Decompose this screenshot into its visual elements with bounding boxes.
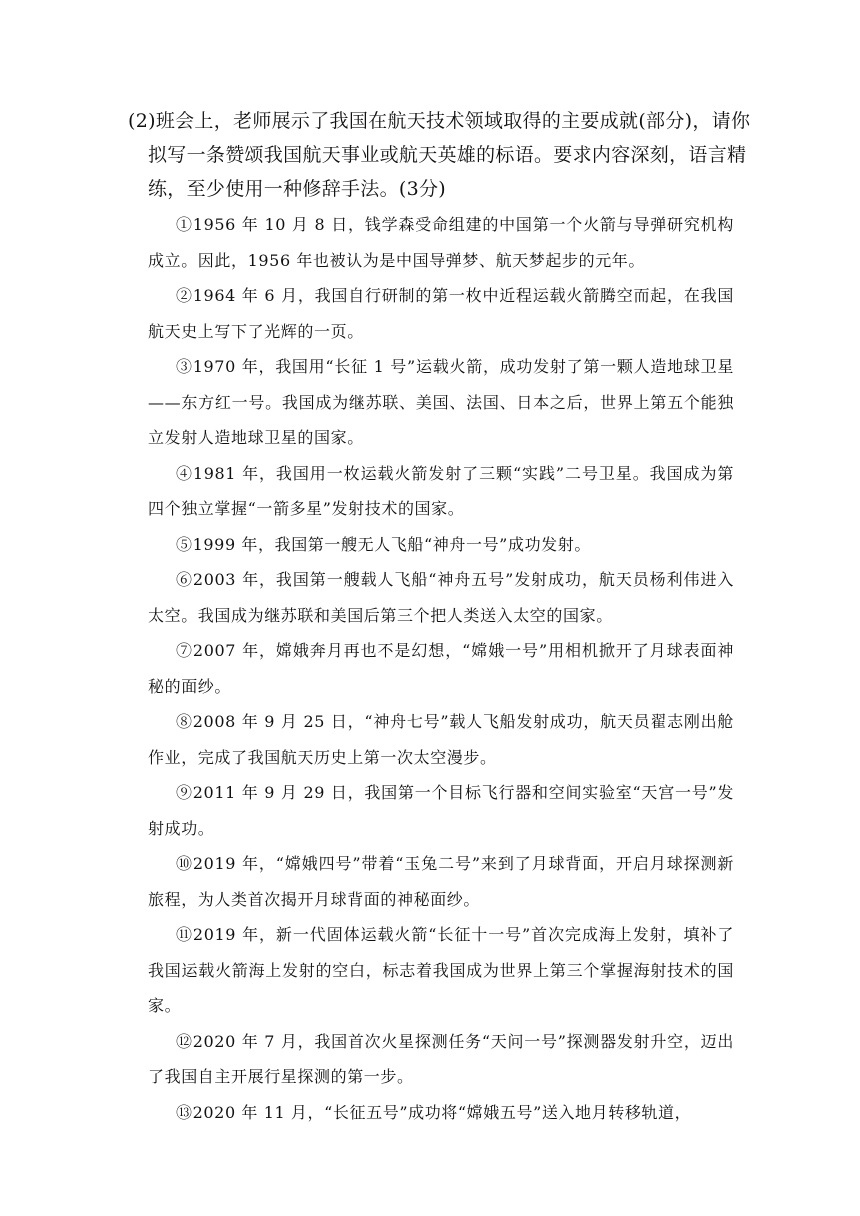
list-item: ⑩2019 年，“嫦娥四号”带着“玉兔二号”来到了月球背面，开启月球探测新旅程，为人类首次揭开月球背面的神秘面纱。 [148, 854, 734, 909]
list-item: ⑦2007 年，嫦娥奔月再也不是幻想，“嫦娥一号”用相机掀开了月球表面神秘的面纱。 [148, 641, 734, 696]
list-item: ⑪2019 年，新一代固体运载火箭“长征十一号”首次完成海上发射，填补了我国运载火箭海上发射的空白，标志着我国成为世界上第三个掌握海射技术的国家。 [148, 925, 734, 1015]
achievement-list [148, 207, 734, 1130]
list-item: ①1956 年 10 月 8 日，钱学森受命组建的中国第一个火箭与导弹研究机构成立。因此，1956 年也被认为是中国导弹梦、航天梦起步的元年。 [148, 215, 734, 270]
list-item: ⑧2008 年 9 月 25 日，“神舟七号”载人飞船发射成功，航天员翟志刚出舱作业，完成了我国航天历史上第一次太空漫步。 [148, 712, 734, 767]
list-item: ⑫2020 年 7 月，我国首次火星探测任务“天问一号”探测器发射升空，迈出了我国自主开展行星探测的第一步。 [148, 1031, 734, 1086]
list-item: ⑬2020 年 11 月，“长征五号”成功将“嫦娥五号”送入地月转移轨道， [176, 1102, 692, 1122]
question-prompt: (2)班会上，老师展示了我国在航天技术领域取得的主要成就(部分)，请你拟写一条赞颂我国航天事业或航天英雄的标语。要求内容深刻，语言精练，至少使用一种修辞手法。(3分) [128, 110, 751, 200]
list-item: ②1964 年 6 月，我国自行研制的第一枚中近程运载火箭腾空而起，在我国航天史上写下了光辉的一页。 [148, 286, 734, 341]
list-item: ③1970 年，我国用“长征 1 号”运载火箭，成功发射了第一颗人造地球卫星——东方红一号。我国成为继苏联、美国、法国、日本之后，世界上第五个能独立发射人造地球卫星的国家。 [148, 357, 734, 447]
list-item: ⑨2011 年 9 月 29 日，我国第一个目标飞行器和空间实验室“天宫一号”发射成功。 [148, 783, 734, 838]
list-item: ⑥2003 年，我国第一艘载人飞船“神舟五号”发射成功，航天员杨利伟进入太空。我国成为继苏联和美国后第三个把人类送入太空的国家。 [148, 570, 734, 625]
list-item: ⑤1999 年，我国第一艘无人飞船“神舟一号”成功发射。 [176, 534, 591, 554]
list-item: ④1981 年，我国用一枚运载火箭发射了三颗“实践”二号卫星。我国成为第四个独立掌握“一箭多星”发射技术的国家。 [148, 463, 734, 518]
